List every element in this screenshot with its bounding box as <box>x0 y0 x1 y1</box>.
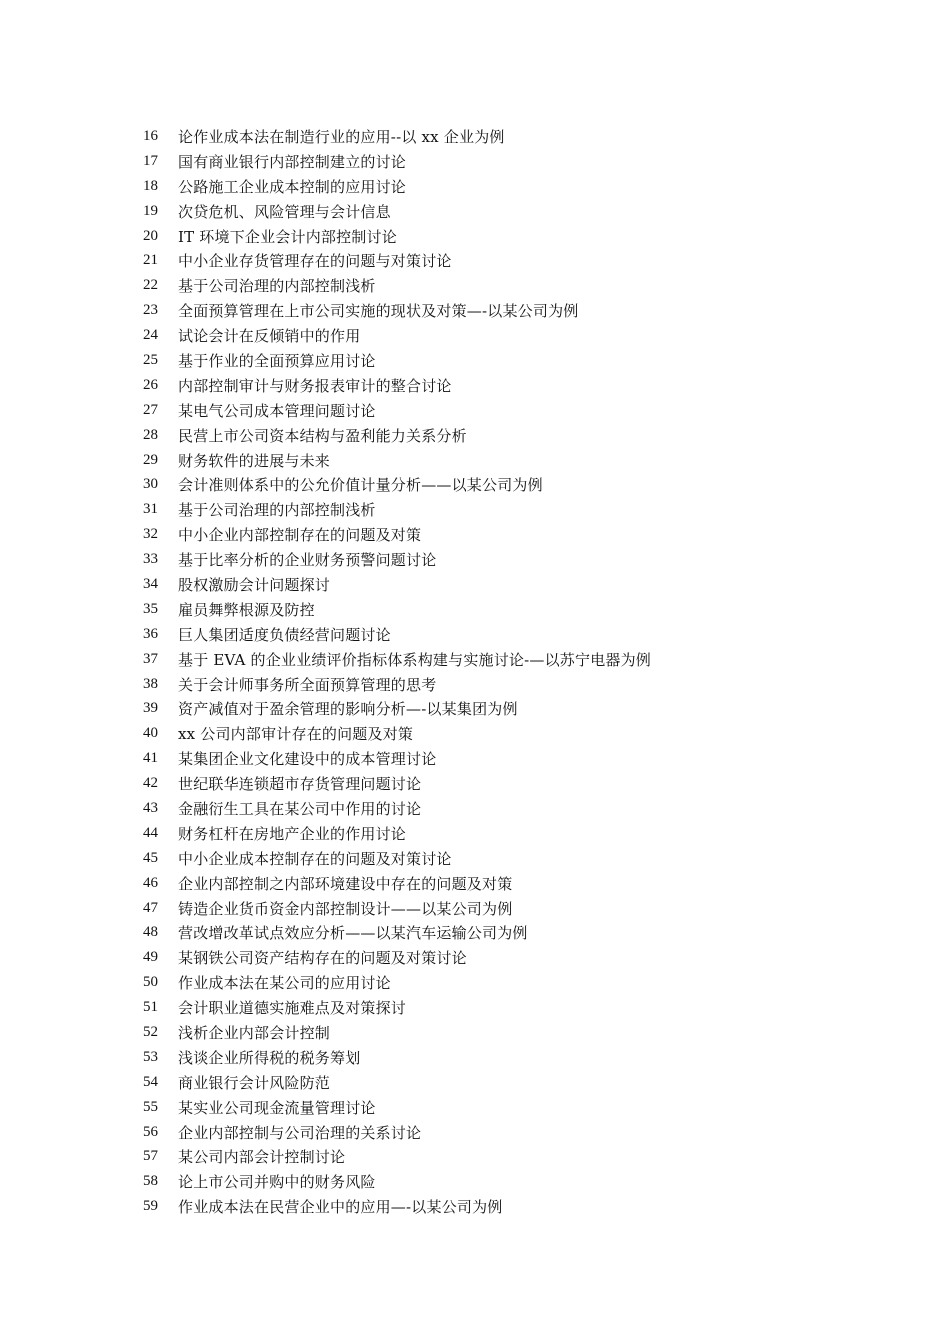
item-number: 37 <box>143 650 158 667</box>
item-number: 58 <box>143 1173 158 1190</box>
item-title: 某公司内部会计控制讨论 <box>178 1148 346 1167</box>
list-item <box>143 696 843 721</box>
item-title: IT 环境下企业会计内部控制讨论 <box>178 227 397 246</box>
list-item <box>143 423 843 448</box>
list-item <box>143 224 843 249</box>
list-item <box>143 622 843 647</box>
item-title: 基于公司治理的内部控制浅析 <box>178 277 376 296</box>
item-title: 浅谈企业所得税的税务筹划 <box>178 1048 361 1067</box>
item-title: 试论会计在反倾销中的作用 <box>178 327 361 346</box>
list-item <box>143 472 843 497</box>
item-title: 会计职业道德实施难点及对策探讨 <box>178 999 407 1018</box>
item-title: 股权激励会计问题探讨 <box>178 575 331 594</box>
item-number: 30 <box>143 476 158 493</box>
item-title: 金融衍生工具在某公司中作用的讨论 <box>178 799 422 818</box>
item-number: 56 <box>143 1123 158 1140</box>
item-number: 36 <box>143 625 158 642</box>
list-item <box>143 1169 843 1194</box>
item-number: 25 <box>143 351 158 368</box>
item-title: 巨人集团适度负债经营问题讨论 <box>178 625 391 644</box>
item-title: 资产减值对于盈余管理的影响分析—-以某集团为例 <box>178 700 518 719</box>
list-item <box>143 174 843 199</box>
list-item <box>143 1095 843 1120</box>
list-item <box>143 647 843 672</box>
item-title: 营改增改革试点效应分析——以某汽车运输公司为例 <box>178 924 528 943</box>
list-item <box>143 995 843 1020</box>
item-number: 29 <box>143 451 158 468</box>
item-number: 43 <box>143 799 158 816</box>
list-item <box>143 796 843 821</box>
item-number: 28 <box>143 426 158 443</box>
item-title: 浅析企业内部会计控制 <box>178 1024 331 1042</box>
item-number: 31 <box>143 501 158 518</box>
item-number: 52 <box>143 1024 158 1040</box>
item-title: 关于会计师事务所全面预算管理的思考 <box>178 675 437 694</box>
item-title: 中小企业内部控制存在的问题及对策 <box>178 526 422 545</box>
item-number: 20 <box>143 227 158 244</box>
item-title: 某实业公司现金流量管理讨论 <box>178 1098 376 1117</box>
list-item <box>143 149 843 174</box>
item-title: 国有商业银行内部控制建立的讨论 <box>178 152 407 171</box>
list-item <box>143 1145 843 1170</box>
item-number: 39 <box>143 700 158 717</box>
list-item <box>143 1020 843 1045</box>
item-title: 基于作业的全面预算应用讨论 <box>178 351 376 370</box>
item-title: 某集团企业文化建设中的成本管理讨论 <box>178 750 437 769</box>
item-number: 16 <box>143 127 158 144</box>
list-item <box>143 1120 843 1145</box>
item-title: 论上市公司并购中的财务风险 <box>178 1173 376 1192</box>
item-title: 基于 EVA 的企业业绩评价指标体系构建与实施讨论-—以苏宁电器为例 <box>178 650 652 669</box>
item-title: 某钢铁公司资产结构存在的问题及对策讨论 <box>178 949 467 968</box>
list-item <box>143 597 843 622</box>
list-item <box>143 572 843 597</box>
item-number: 17 <box>143 152 158 169</box>
item-title: 某电气公司成本管理问题讨论 <box>178 401 376 420</box>
item-title: 内部控制审计与财务报表审计的整合讨论 <box>178 376 452 395</box>
item-number: 42 <box>143 775 158 792</box>
item-number: 23 <box>143 302 158 319</box>
item-title: 次贷危机、风险管理与会计信息 <box>178 202 391 221</box>
item-title: 财务软件的进展与未来 <box>178 451 331 470</box>
item-title: 雇员舞弊根源及防控 <box>178 600 315 619</box>
item-number: 49 <box>143 949 158 966</box>
list-item <box>143 945 843 970</box>
item-number: 38 <box>143 675 158 692</box>
item-number: 19 <box>143 202 158 219</box>
item-title: xx 公司内部审计存在的问题及对策 <box>178 725 414 744</box>
list-item <box>143 746 843 771</box>
list-item <box>143 896 843 921</box>
item-title: 中小企业成本控制存在的问题及对策讨论 <box>178 849 452 868</box>
list-item <box>143 199 843 224</box>
item-number: 50 <box>143 974 158 991</box>
item-number: 57 <box>143 1148 158 1165</box>
item-number: 41 <box>143 750 158 767</box>
item-title: 会计准则体系中的公允价值计量分析——以某公司为例 <box>178 476 543 495</box>
list-item <box>143 547 843 572</box>
list-item <box>143 1194 843 1219</box>
item-number: 26 <box>143 376 158 393</box>
item-title: 财务杠杆在房地产企业的作用讨论 <box>178 824 407 843</box>
item-number: 22 <box>143 277 158 294</box>
item-number: 18 <box>143 177 158 194</box>
item-number: 34 <box>143 575 158 592</box>
item-number: 33 <box>143 551 158 568</box>
list-item <box>143 721 843 746</box>
list-item <box>143 448 843 473</box>
item-number: 44 <box>143 824 158 841</box>
list-item <box>143 522 843 547</box>
item-number: 27 <box>143 401 158 418</box>
item-number: 48 <box>143 924 158 941</box>
list-item <box>143 1045 843 1070</box>
list-item <box>143 398 843 423</box>
item-title: 作业成本法在某公司的应用讨论 <box>178 974 391 993</box>
item-title: 论作业成本法在制造行业的应用--以 xx 企业为例 <box>178 127 505 146</box>
item-number: 35 <box>143 600 158 617</box>
topic-list <box>143 124 843 1219</box>
item-number: 40 <box>143 725 158 742</box>
item-title: 企业内部控制与公司治理的关系讨论 <box>178 1123 422 1142</box>
list-item <box>143 970 843 995</box>
item-number: 59 <box>143 1198 158 1215</box>
item-number: 54 <box>143 1073 158 1090</box>
list-item <box>143 497 843 522</box>
list-item <box>143 273 843 298</box>
item-number: 32 <box>143 526 158 543</box>
list-item <box>143 846 843 871</box>
list-item <box>143 348 843 373</box>
item-title: 商业银行会计风险防范 <box>178 1073 331 1092</box>
item-title: 基于公司治理的内部控制浅析 <box>178 501 376 520</box>
item-number: 45 <box>143 849 158 866</box>
list-item <box>143 323 843 348</box>
item-number: 24 <box>143 327 158 344</box>
item-number: 46 <box>143 874 158 891</box>
item-number: 53 <box>143 1048 158 1065</box>
list-item <box>143 821 843 846</box>
item-number: 55 <box>143 1098 158 1115</box>
list-item <box>143 771 843 796</box>
item-title: 民营上市公司资本结构与盈利能力关系分析 <box>178 426 467 445</box>
item-number: 47 <box>143 899 158 916</box>
item-title: 中小企业存货管理存在的问题与对策讨论 <box>178 252 452 271</box>
item-title: 全面预算管理在上市公司实施的现状及对策—-以某公司为例 <box>178 302 579 321</box>
item-title: 铸造企业货币资金内部控制设计——以某公司为例 <box>178 899 513 918</box>
item-title: 作业成本法在民营企业中的应用—-以某公司为例 <box>178 1198 503 1217</box>
list-item <box>143 672 843 697</box>
item-title: 公路施工企业成本控制的应用讨论 <box>178 177 407 196</box>
list-item <box>143 248 843 273</box>
list-item <box>143 871 843 896</box>
item-title: 企业内部控制之内部环境建设中存在的问题及对策 <box>178 874 513 893</box>
list-item <box>143 298 843 323</box>
list-item <box>143 921 843 946</box>
item-number: 51 <box>143 999 158 1016</box>
list-item <box>143 1070 843 1095</box>
list-item <box>143 124 843 149</box>
list-item <box>143 373 843 398</box>
item-title: 基于比率分析的企业财务预警问题讨论 <box>178 551 437 570</box>
item-number: 21 <box>143 252 158 269</box>
item-title: 世纪联华连锁超市存货管理问题讨论 <box>178 775 422 794</box>
